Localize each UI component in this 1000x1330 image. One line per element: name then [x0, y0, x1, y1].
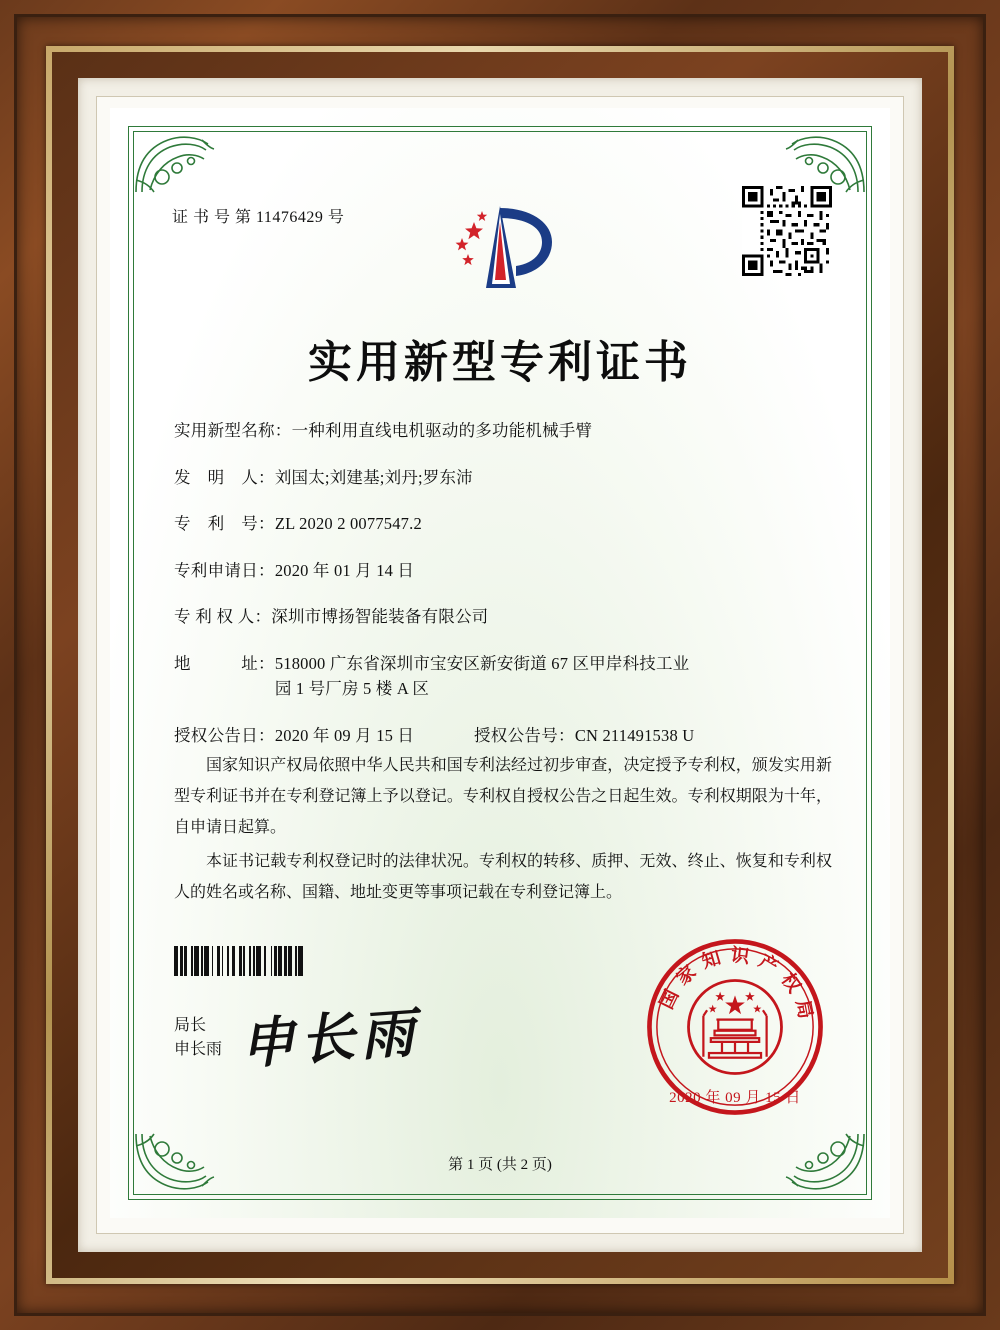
grant-date-segment — [174, 723, 474, 749]
field-label: 专 利 号： — [174, 514, 275, 534]
field-value — [275, 651, 836, 702]
director-title-label: 局长 — [174, 1017, 207, 1034]
address-line-1: 518000 广东省深圳市宝安区新安街道 67 区甲岸科技工业 — [274, 653, 690, 673]
field-value: 一种利用直线电机驱动的多功能机械手臂 — [291, 421, 593, 440]
certificate-number: 证 书 号 第 11476429 号 — [172, 209, 345, 226]
field-row-patent-number — [174, 511, 836, 537]
page-title: 实用新型专利证书 — [308, 338, 692, 387]
patent-certificate — [110, 108, 890, 1218]
svg-text:国家知识产权局: 国家知识产权局 — [656, 944, 818, 1029]
barcode — [174, 946, 402, 976]
field-label: 专利申请日： — [174, 560, 275, 580]
field-label: 实用新型名称： — [174, 421, 292, 440]
director-handwritten-signature: 申长雨 — [238, 1002, 423, 1076]
field-value: 深圳市博扬智能装备有限公司 — [271, 607, 489, 627]
certificate-body — [174, 750, 832, 910]
field-row-grant-announcement — [174, 723, 836, 749]
field-label: 授权公告号： — [474, 725, 575, 745]
field-label: 授权公告日： — [174, 725, 275, 745]
cnipa-logo-icon — [430, 192, 570, 292]
seal-date: 2020 年 09 月 15 日 — [669, 1090, 801, 1106]
page-footer: 第 1 页 (共 2 页) — [448, 1157, 552, 1173]
field-value: 2020 年 09 月 15 日 — [274, 725, 415, 745]
field-row-utility-model-name — [174, 418, 836, 444]
field-row-address — [174, 651, 836, 702]
field-row-inventors — [174, 465, 836, 491]
field-value: 刘国太;刘建基;刘丹;罗东沛 — [274, 467, 473, 487]
address-line-2: 园 1 号厂房 5 楼 A 区 — [274, 679, 430, 699]
qr-code — [742, 186, 832, 276]
body-paragraph-1: 国家知识产权局依照中华人民共和国专利法经过初步审查，决定授予专利权，颁发实用新型专利证书并在专利登记簿上予以登记。专利权自授权公告之日起生效。专利权期限为十年，自申请日起算。 — [174, 757, 832, 837]
field-label: 发 明 人： — [174, 467, 275, 487]
field-value: CN 211491538 U — [574, 725, 695, 745]
field-value: ZL 2020 2 0077547.2 — [274, 514, 422, 534]
field-label: 专 利 权 人： — [174, 607, 272, 627]
body-paragraph-2: 本证书记载专利权登记时的法律状况。专利权的转移、质押、无效、终止、恢复和专利权人的姓名或名称、国籍、地址变更等事项记载在专利登记簿上。 — [174, 852, 832, 901]
field-label: 地 址： — [174, 653, 275, 673]
ornament-corner-icon — [132, 130, 224, 196]
certificate-fields — [174, 418, 836, 770]
field-value: 2020 年 01 月 14 日 — [274, 560, 415, 580]
field-row-patentee — [174, 604, 836, 630]
field-row-application-date — [174, 558, 836, 584]
signature-block — [174, 1014, 222, 1062]
grant-number-segment — [474, 723, 694, 749]
director-name-label: 申长雨 — [174, 1041, 223, 1058]
